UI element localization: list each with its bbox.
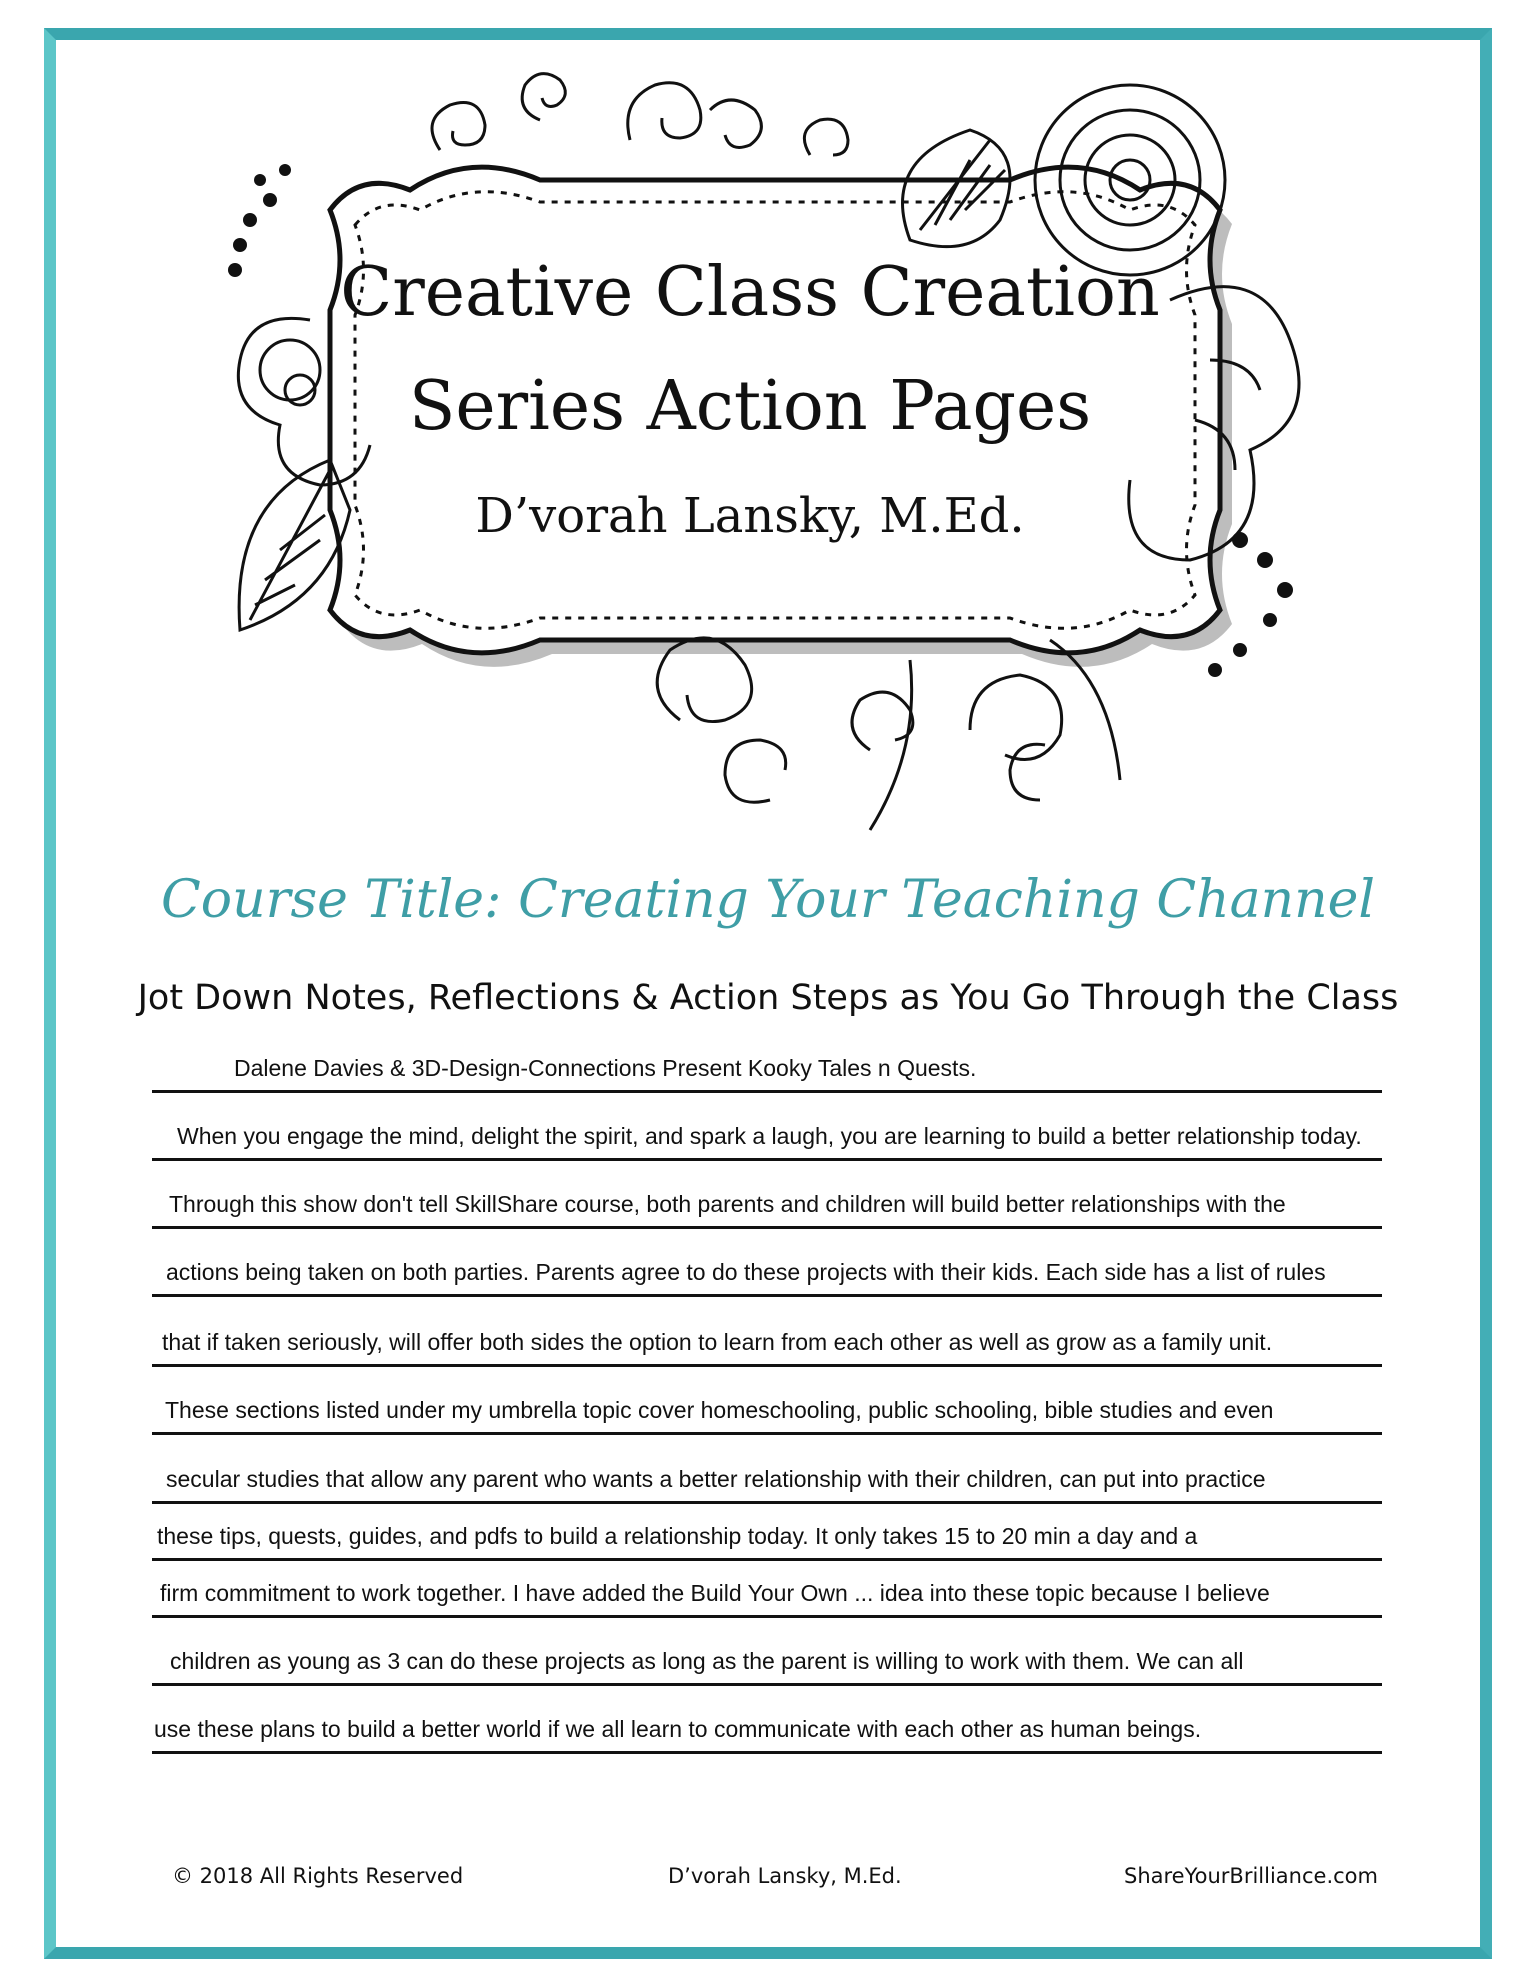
footer-website: ShareYourBrilliance.com [1124,1864,1378,1888]
course-title: Course Title: Creating Your Teaching Channel [161,870,1375,930]
note-text: Dalene Davies & 3D-Design-Connections Present Kooky Tales n Quests. [234,1055,977,1081]
note-line [152,1435,1382,1504]
note-line [152,1686,1382,1754]
note-text: children as young as 3 can do these projects as long as the parent is willing to work with them. We can all [170,1648,1244,1674]
note-text: these tips, quests, guides, and pdfs to build a relationship today. It only takes 15 to 20 min a day and a [157,1523,1198,1549]
title-block [300,250,1200,546]
series-title-line-1: Creative Class Creation [340,253,1160,332]
note-line [152,1504,1382,1561]
note-text: These sections listed under my umbrella topic cover homeschooling, public schooling, bible studies and even [165,1397,1274,1423]
note-text: secular studies that allow any parent who wants a better relationship with their children, can put into practice [166,1466,1266,1492]
footer-copyright: © 2018 All Rights Reserved [172,1864,464,1888]
note-text: use these plans to build a better world if we all learn to communicate with each other as human beings. [154,1716,1202,1742]
instruction-heading: Jot Down Notes, Reflections & Action Steps as You Go Through the Class [137,978,1399,1018]
note-text: that if taken seriously, will offer both sides the option to learn from each other as well as grow as a family unit. [162,1329,1273,1355]
note-line [152,1297,1382,1367]
footer-author: D’vorah Lansky, M.Ed. [668,1864,902,1888]
series-title-line-2: Series Action Pages [408,367,1092,446]
note-text: Through this show don't tell SkillShare course, both parents and children will build better relationships with the [169,1191,1286,1217]
note-line [152,1055,1382,1093]
note-text: When you engage the mind, delight the spirit, and spark a laugh, you are learning to build a better relationship today. [177,1123,1362,1149]
note-line [152,1561,1382,1618]
note-line [152,1161,1382,1229]
note-line [152,1367,1382,1435]
note-line [152,1229,1382,1297]
note-text: actions being taken on both parties. Parents agree to do these projects with their kids. Each side has a list of rules [166,1259,1326,1285]
note-text: firm commitment to work together. I have added the Build Your Own ... idea into these topic because I believe [160,1580,1270,1606]
note-line [152,1618,1382,1686]
note-line [152,1093,1382,1161]
notes-lines [152,1055,1382,1754]
author-name: D’vorah Lansky, M.Ed. [475,488,1025,544]
